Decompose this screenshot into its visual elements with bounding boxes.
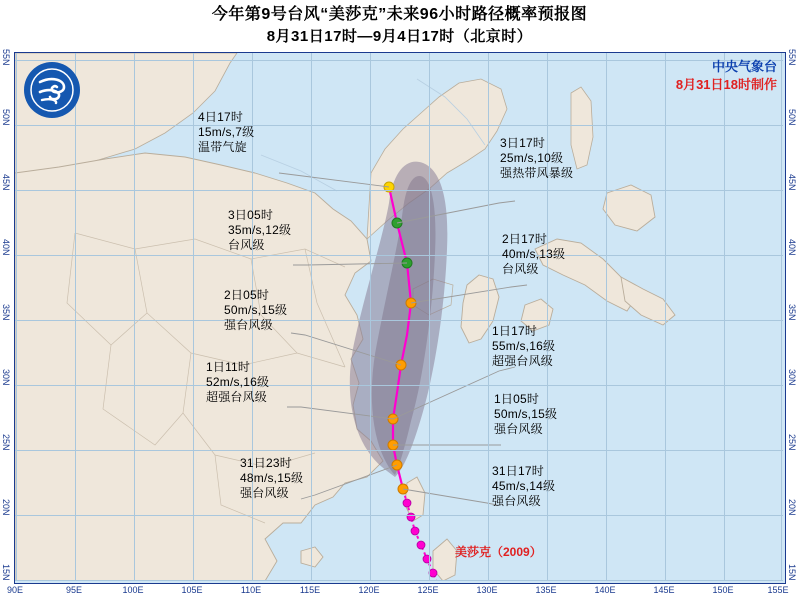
callout-time: 2日17时 [502, 232, 548, 246]
callout-time: 4日17时 [198, 110, 244, 124]
lon-tick-105E: 105E [181, 585, 203, 595]
callout-time: 1日11时 [206, 360, 251, 374]
gridline-lat-25N [15, 450, 783, 451]
page-title [0, 4, 799, 47]
lon-tick-130E: 130E [476, 585, 498, 595]
gridline-lon-130E [488, 53, 489, 581]
lon-tick-90E: 90E [6, 585, 24, 595]
callout-category: 台风级 [228, 238, 265, 252]
callout-time: 1日05时 [494, 392, 540, 406]
lat-tick-left-25N: 25N [1, 434, 11, 451]
lon-tick-95E: 95E [65, 585, 83, 595]
callout-wind: 52m/s,16级 [206, 375, 270, 389]
lat-tick-left-20N: 20N [1, 499, 11, 516]
lat-tick-left-40N: 40N [1, 239, 11, 256]
gridline-lon-95E [75, 53, 76, 581]
lat-tick-right-55N: 55N [787, 49, 797, 66]
callout-3-17 [500, 136, 573, 181]
lat-tick-left-30N: 30N [1, 369, 11, 386]
lat-tick-right-40N: 40N [787, 239, 797, 256]
callout-category: 强台风级 [224, 318, 273, 332]
gridline-lon-155E [781, 53, 782, 581]
callout-2-17 [502, 232, 565, 277]
lat-tick-left-55N: 55N [1, 49, 11, 66]
lon-tick-140E: 140E [594, 585, 616, 595]
callout-category: 超强台风级 [492, 354, 554, 368]
callout-time: 31日17时 [492, 464, 544, 478]
callout-1-17 [492, 324, 555, 369]
callout-wind: 15m/s,7级 [198, 125, 255, 139]
lat-tick-left-45N: 45N [1, 174, 11, 191]
callout-category: 温带气旋 [198, 140, 247, 154]
callout-time: 31日23时 [240, 456, 292, 470]
gridline-lat-50N [15, 125, 783, 126]
callout-wind: 50m/s,15级 [224, 303, 288, 317]
gridline-lat-35N [15, 320, 783, 321]
callout-31-23 [240, 456, 303, 501]
lon-tick-125E: 125E [417, 585, 439, 595]
gridline-lon-145E [665, 53, 666, 581]
callout-category: 超强台风级 [206, 390, 268, 404]
callout-category: 台风级 [502, 262, 539, 276]
gridline-lat-20N [15, 515, 783, 516]
gridline-lon-105E [193, 53, 194, 581]
gridline-lon-140E [606, 53, 607, 581]
callout-time: 3日05时 [228, 208, 274, 222]
lat-tick-left-15N: 15N [1, 564, 11, 581]
callout-category: 强台风级 [240, 486, 289, 500]
lon-tick-100E: 100E [122, 585, 144, 595]
lat-tick-right-30N: 30N [787, 369, 797, 386]
lon-tick-155E: 155E [767, 585, 789, 595]
gridline-lon-125E [429, 53, 430, 581]
title-main: 今年第9号台风“美莎克”未来96小时路径概率预报图 [211, 6, 588, 23]
callout-4-17 [198, 110, 254, 155]
lon-tick-135E: 135E [535, 585, 557, 595]
lat-tick-right-15N: 15N [787, 564, 797, 581]
gridline-lat-30N [15, 385, 783, 386]
map-canvas[interactable] [14, 52, 786, 584]
gridline-lat-40N [15, 255, 783, 256]
agency-block [676, 58, 777, 94]
callout-category: 强台风级 [492, 494, 541, 508]
gridline-lon-150E [724, 53, 725, 581]
callout-wind: 45m/s,14级 [492, 479, 556, 493]
callout-wind: 40m/s,13级 [502, 247, 566, 261]
lat-tick-right-50N: 50N [787, 109, 797, 126]
gridline-lon-120E [370, 53, 371, 581]
callout-31-17 [492, 464, 555, 509]
gridline-lat-15N [15, 580, 783, 581]
title-subtitle: 8月31日17时—9月4日17时（北京时） [266, 28, 533, 45]
agency-issue-time: 8月31日18时制作 [675, 77, 777, 92]
lat-tick-left-35N: 35N [1, 304, 11, 321]
gridline-lat-55N [15, 60, 783, 61]
callout-3-05 [228, 208, 291, 253]
cma-wind-logo-icon [24, 62, 80, 118]
gridline-lon-100E [134, 53, 135, 581]
lat-tick-right-20N: 20N [787, 499, 797, 516]
callout-2-05 [224, 288, 287, 333]
callout-wind: 25m/s,10级 [500, 151, 564, 165]
agency-name: 中央气象台 [711, 59, 777, 74]
callout-category: 强热带风暴级 [500, 166, 574, 180]
lat-tick-right-35N: 35N [787, 304, 797, 321]
callout-wind: 35m/s,12级 [228, 223, 292, 237]
lat-tick-right-45N: 45N [787, 174, 797, 191]
lon-tick-110E: 110E [240, 585, 262, 595]
callout-category: 强台风级 [494, 422, 543, 436]
basemap-svg [15, 53, 783, 581]
callout-1-11 [206, 360, 269, 405]
callout-time: 2日05时 [224, 288, 270, 302]
callout-time: 1日17时 [492, 324, 538, 338]
callout-wind: 48m/s,15级 [240, 471, 304, 485]
callout-time: 3日17时 [500, 136, 546, 150]
callout-1-05 [494, 392, 557, 437]
callout-wind: 50m/s,15级 [494, 407, 558, 421]
lon-tick-150E: 150E [712, 585, 734, 595]
gridline-lat-45N [15, 190, 783, 191]
lat-tick-right-25N: 25N [787, 434, 797, 451]
lon-tick-115E: 115E [299, 585, 321, 595]
lat-tick-left-50N: 50N [1, 109, 11, 126]
gridline-lon-90E [16, 53, 17, 581]
lon-tick-145E: 145E [653, 585, 675, 595]
map-inner [15, 53, 783, 581]
lon-tick-120E: 120E [358, 585, 380, 595]
gridline-lon-115E [311, 53, 312, 581]
callout-wind: 55m/s,16级 [492, 339, 556, 353]
typhoon-name-label: 美莎克（2009） [455, 545, 542, 559]
